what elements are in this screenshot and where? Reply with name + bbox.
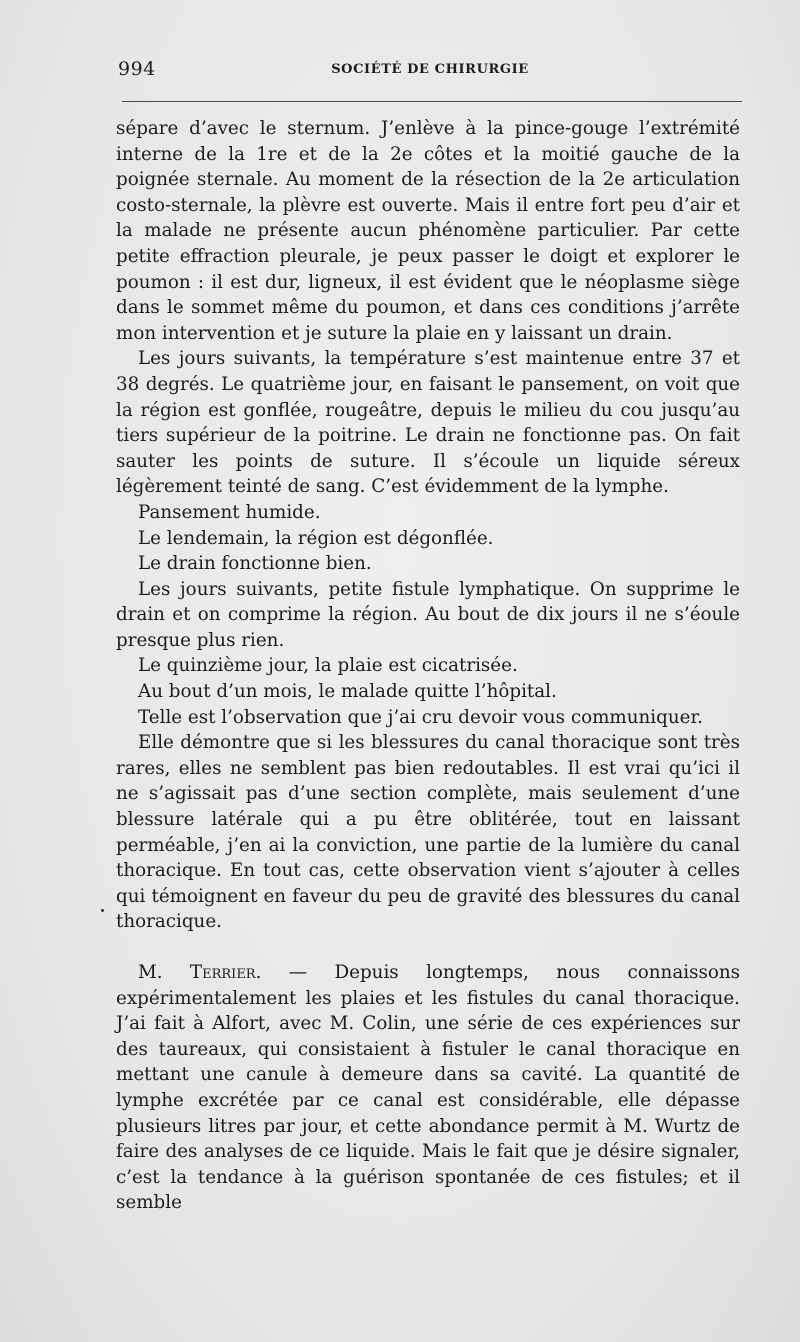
paragraph-3: Pansement humide. — [138, 501, 321, 523]
page-number: 994 — [118, 58, 156, 80]
margin-mark — [101, 909, 104, 912]
running-title: SOCIÉTÉ DE CHIRURGIE — [331, 62, 529, 77]
paragraph-10: Elle démontre que si les blessures du canal thoracique sont très rares, elles ne semblent pas bien redoutables. Il est vrai qu’ici il ne s’agissait pas d’une section complète, mais seulement d’une blessure latérale qui a pu être oblitérée, tout en laissant perméable, j’en ai la conviction, une partie de la lumière du canal thoracique. En tout cas, cette observation vient s’ajouter à celles qui témoignent en faveur du peu de gravité des blessures du canal thoracique. — [116, 732, 740, 933]
paragraph-2: Les jours suivants, la température s’est maintenue entre 37 et 38 degrés. Le quatrième jour, en faisant le pansement, on voit que la région est gonflée, rougeâtre, depuis le milieu du cou jusqu’au tiers supérieur de la poitrine. Le drain ne fonctionne pas. On fait sauter les points de suture. Il s’écoule un liquide séreux légèrement teinté de sang. C’est évidemment de la lymphe. — [116, 348, 740, 498]
paragraph-4: Le lendemain, la région est dégonflée. — [138, 527, 494, 549]
page-header — [118, 58, 742, 88]
section-gap — [116, 935, 740, 960]
page-body — [116, 116, 740, 1216]
paragraph-6: Les jours suivants, petite fistule lymphatique. On supprime le drain et on comprime la région. Au bout de dix jours il ne s’éoule presque plus rien. — [116, 578, 740, 651]
terrier-paragraph — [116, 960, 740, 1216]
paragraph-7: Le quinzième jour, la plaie est cicatrisée. — [138, 655, 518, 677]
paragraph-8: Au bout d’un mois, le malade quitte l’hôpital. — [138, 681, 557, 703]
paragraph-5: Le drain fonctionne bien. — [138, 553, 372, 575]
paragraph-9: Telle est l’observation que j’ai cru devoir vous communiquer. — [138, 706, 703, 728]
speaker-name: M. Terrier. — [138, 962, 262, 983]
terrier-text: — Depuis longtemps, nous connaissons expérimentalement les plaies et les fistules du canal thoracique. J’ai fait à Alfort, avec M. Colin, une série de ces expériences sur des taureaux, qui consistaient à fistuler le canal thoracique en mettant une canule à demeure dans sa cavité. La quantité de lymphe excrétée par ce canal est considérable, elle dépasse plusieurs litres par jour, et cette abondance permit à M. Wurtz de faire des analyses de ce liquide. Mais le fait que je désire signaler, c’est la tendance à la guérison spontanée de ces fistules; et il semble — [116, 962, 740, 1214]
paragraph-1: sépare d’avec le sternum. J’enlève à la pince-gouge l’extrémité interne de la 1re et de la 2e côtes et la moitié gauche de la poignée sternale. Au moment de la résection de la 2e articulation costo-sternale, la plèvre est ouverte. Mais il entre fort peu d’air et la malade ne présente aucun phénomène particulier. Par cette petite effraction pleurale, je peux passer le doigt et explorer le poumon : il est dur, ligneux, il est évident que le néoplasme siège dans le sommet même du poumon, et dans ces conditions j’arrête mon intervention et je suture la plaie en y laissant un drain. — [116, 118, 740, 344]
header-rule — [122, 101, 742, 102]
